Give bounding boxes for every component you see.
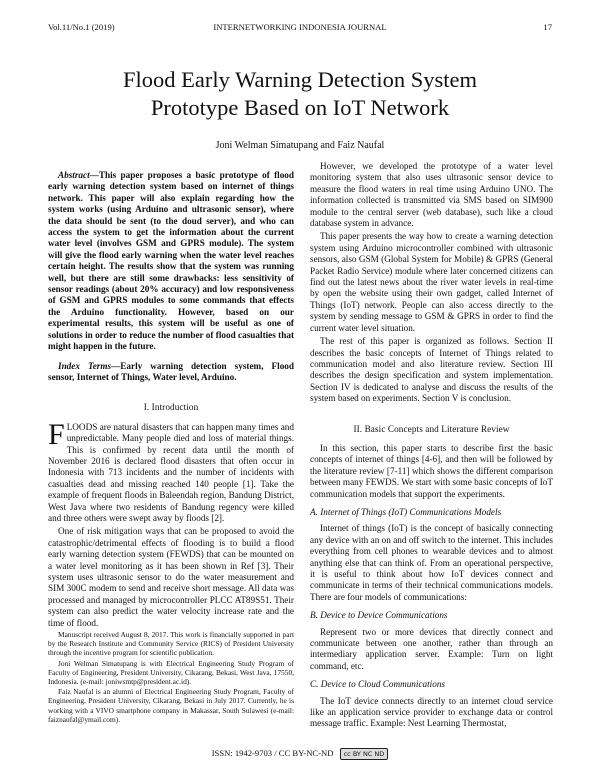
author-list: Joni Welman Simatupang and Faiz Naufal [215, 140, 385, 151]
left-column [48, 170, 294, 631]
section-heading-introduction: I. Introduction [143, 402, 199, 413]
intro-paragraph-1: FLOODS are natural disasters that can happen many times and unpredictable. Many people died and loss of material things. This is confirmed by recent data until the month of November 2016 is declared flood disasters that often occur in Indonesia with 713 incidents and the number of incidents with casualties dead and missing reached 140 people [1]. Take the example of frequent floods in Baleendah region, Bandung District, West Java where two residents of Bandung regency were killed and three others were swept away by floods [2]. [48, 417, 294, 523]
abstract-label: Abstract [58, 170, 90, 180]
license-footer [0, 748, 600, 760]
subsection-heading-device-to-device: B. Device to Device Communications [310, 610, 448, 621]
body-paragraph: In this section, this paper starts to describe first the basic concepts of internet of things [4-6], and then will be followed by the literature review [7-11] which shows the different comparison between many FEWDS. We start with some basic concepts of IoT communication models that support the experiments. [310, 442, 553, 499]
section-heading-basic-concepts: II. Basic Concepts and Literature Review [353, 423, 510, 434]
intro-paragraph-2: One of risk mitigation ways that can be proposed to avoid the catastrophic/detrimental effects of flooding is to build a flood early warning detection system (FEWDS) that can be mounted on a water level monitoring as it has been shown in Ref [3]. Their system uses ultrasonic sensor to do the water measurement and SIM 300C modem to send and receive short message. All data was processed and managed by microcontroller PLCC AT89S51. Their system can also predict the water velocity increase rate and the time of flood. [48, 526, 294, 628]
index-terms-text: —Early warning detection system, Flood sensor, Internet of Things, Water level, Arduino. [48, 360, 294, 382]
issn-label: ISSN: 1942-9703 / CC BY-NC-ND [211, 748, 334, 758]
drop-cap: F [48, 417, 65, 451]
right-column [310, 161, 553, 732]
cc-license-badge: cc BY NC ND [340, 748, 389, 760]
title-line-2: Prototype Based on IoT Network [150, 95, 450, 120]
page-number: 17 [543, 22, 552, 32]
body-paragraph: Represent two or more devices that directly connect and communicate between one another, rather than through an intermediary application server. Example: Turn on light command, etc. [310, 626, 553, 671]
paper-title [48, 66, 552, 122]
title-line-1: Flood Early Warning Detection System [123, 67, 477, 92]
running-header [48, 22, 552, 36]
index-terms [48, 361, 294, 384]
body-paragraph: The rest of this paper is organized as follows. Section II describes the basic concepts of Internet of Things related to communication model and also literature review. Section III describes the design specification and system implementation. Section IV is dedicated to analyse and discuss the results of the system based on experiments. Section V is conclusion. [310, 336, 553, 404]
footnotes [48, 630, 294, 725]
subsection-heading-device-to-cloud: C. Device to Cloud Communications [310, 679, 445, 690]
index-terms-label: Index Terms [58, 360, 112, 371]
body-paragraph: The IoT device connects directly to an internet cloud service like an application service provider to exchange data or control message traffic. Example: Nest Learning Thermostat, [310, 695, 553, 729]
footnote-received: Manuscript received August 8, 2017. This work is financially supported in part by the Research Institute and Community Service (RICS) of President University through the incentive program for scientific publication. [48, 630, 294, 658]
abstract [48, 170, 294, 353]
body-paragraph: This paper presents the way how to create a warning detection system using Arduino microcontroller combined with ultrasonic sensors, also GSM (Global System for Mobile) & GPRS (General Packet Radio Service) module where later concerned citizens can find out the latest news about the river water levels in real-time by open the website using their own gadget, called Internet of Things (IoT) network. People can also access directly to the system by sending message to GSM & GPRS in order to find the current water level situation. [310, 231, 553, 333]
volume-label: Vol.11/No.1 (2019) [48, 22, 115, 32]
footnote-author-2: Faiz Naufal is an alumni of Electrical Engineering Study Program, Faculty of Engineering, President University, Cikarang, Bekasi in July 2017. Currently, he is working with a VIVO smartphone company in Makassar, South Sulawesi (e-mail: faiznaufal@ymail.com). [48, 687, 294, 724]
body-paragraph: However, we developed the prototype of a water level monitoring system that also uses ultrasonic sensor device to measure the flood waters in real time using Arduino UNO. The information collected is transmitted via SMS based on SIM900 module to the central server (web database), such like a cloud database system in advance. [310, 161, 553, 229]
abstract-text: —This paper proposes a basic prototype of flood early warning detection system based on internet of things network. This paper will also explain regarding how the system works (using Arduino and ultrasonic sensor), where the data should be sent (to the doud server), and who can access the system to get the information about the current water level (involves GSM and GPRS module). The system will give the flood early warning when the water level reaches certain height. The results show that the system was running well, but there are still some drawbacks: less sensitivity of sensor readings (about 20% accuracy) and low responsiveness of GSM and GPRS modules to some commands that effects the Arduino functionality. However, based on our experimental results, this system will be useful as one of solutions in order to reduce the number of flood casualties that might happen in the future. [48, 170, 294, 352]
journal-name: INTERNETWORKING INDONESIA JOURNAL [213, 22, 387, 32]
body-paragraph: Internet of things (IoT) is the concept of basically connecting any device with an on and off switch to the internet. This includes everything from cell phones to wearable devices and to almost anything else that can think of. From an operational perspective, it is useful to think about how IoT devices connect and communicate in terms of their technical communications models. There are four models of communications: [310, 523, 553, 602]
subsection-heading-iot-models: A. Internet of Things (IoT) Communications Models [310, 506, 502, 517]
footnote-author-1: Joni Welman Simatupang is with Electrical Engineering Study Program of Faculty of Engineering, President University, Cikarang, Bekasi, West Java, 17550, Indonesia. (e-mail: joniwsmtp@president.ac.id). [48, 658, 294, 687]
